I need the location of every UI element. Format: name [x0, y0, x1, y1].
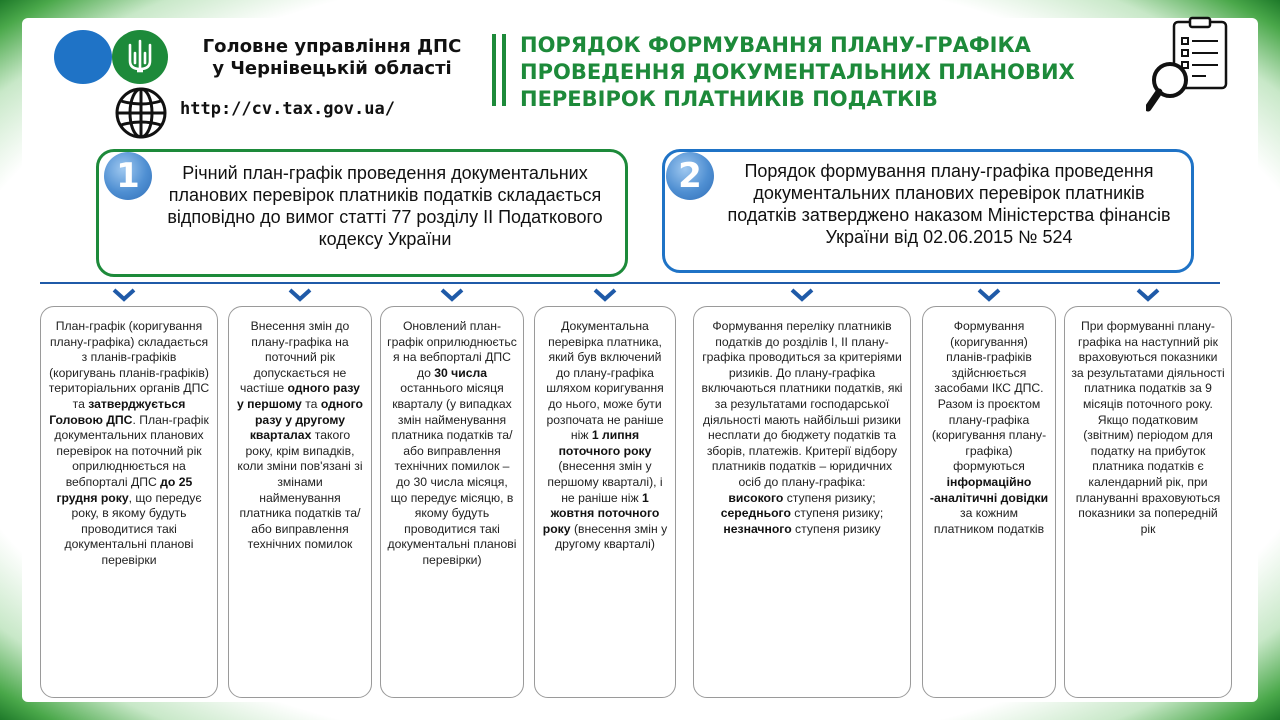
- organization-title: [182, 36, 482, 80]
- chevron-down-icon: [593, 288, 617, 302]
- info-box-1-text: Річний план-графік проведення документальних планових перевірок платників податків складається відповідно до вимог статті 77 розділу II Податкового кодексу України: [167, 163, 603, 249]
- column-5-text: [700, 319, 904, 537]
- column-5-bold: незначного: [723, 521, 792, 536]
- column-5-bold: середнього: [720, 506, 791, 521]
- column-6-text-part: Формування (коригування) планів-графіків здійснюється засобами ІКС ДПС. Разом із проєктом плану-графіка (коригування плану-графіка) формуються: [931, 319, 1047, 474]
- column-4-text-part: Документальна перевірка платника, який був включений до плану-графіка шляхом коригування до нього, може бути розпочата не раніше ніж: [546, 319, 664, 443]
- chevron-down-icon: [440, 288, 464, 302]
- column-2-bold: одного разу у другому кварталах: [249, 396, 363, 443]
- page-title: ПОРЯДОК ФОРМУВАННЯ ПЛАНУ-ГРАФІКА ПРОВЕДЕННЯ ДОКУМЕНТАЛЬНИХ ПЛАНОВИХ ПЕРЕВІРОК ПЛАТНИКІВ ПОДАТКІВ: [520, 33, 1075, 111]
- separator-line: [40, 282, 1220, 284]
- number-badge-1: 1: [104, 152, 152, 200]
- globe-icon: [114, 86, 168, 140]
- clipboard-magnifier-icon: [1146, 16, 1232, 126]
- column-1-bold: затверджується Головою ДПС: [49, 396, 186, 427]
- column-4-bold: 1 липня поточного року: [558, 428, 652, 458]
- column-5-text-part: ступеня ризику;: [783, 490, 876, 505]
- info-box-1: [96, 149, 628, 277]
- chevron-down-icon: [790, 288, 814, 302]
- website-url[interactable]: http://cv.tax.gov.ua/: [180, 99, 395, 119]
- column-5-text-part: ступеня ризику: [791, 521, 881, 536]
- trident-icon: [112, 30, 168, 84]
- info-box-2: [662, 149, 1194, 273]
- info-column-2: [228, 306, 372, 698]
- column-7-text: [1071, 319, 1225, 537]
- column-1-bold: до 25 грудня року: [56, 474, 193, 505]
- column-5-bold: високого: [728, 490, 784, 505]
- column-4-text-part: (внесення змін у першому кварталі), і не раніше ніж: [547, 459, 663, 505]
- logo-blue-circle: [54, 30, 112, 84]
- column-5-text-part: Формування переліку платників податків до розділів I, II плану-графіка проводиться за критеріями ризиків. До плану-графіка включаються платники податків, які за результатами господарської діяльності мають найбільші ризики несплати до бюджету податків та зборів, платежів. Критерії відбору платників податків – юридичних осіб до плану-графіка:: [701, 319, 903, 489]
- column-2-text-part: такого року, крім випадків, коли зміни пов'язані зі змінами найменування платника податків та/або виправлення технічних помилок: [237, 428, 363, 552]
- info-column-3: [380, 306, 524, 698]
- info-column-6: [922, 306, 1056, 698]
- column-4-bold: 1 жовтня поточного року: [542, 490, 660, 536]
- column-3-text-part: Оновлений план-графік оприлюднюєтьс я на вебпорталі ДПС до: [387, 319, 517, 380]
- column-4-text-part: (внесення змін у другому кварталі): [555, 521, 668, 552]
- column-6-text-part: за кожним платником податків: [933, 506, 1045, 536]
- org-line-1: Головне управління ДПС: [202, 36, 462, 57]
- info-column-4: [534, 306, 676, 698]
- chevron-down-icon: [1136, 288, 1160, 302]
- column-3-text: [387, 319, 517, 569]
- column-1-text-part: План-графік (коригування плану-графіка) складається з планів-графіків (коригувань планів-графіків) територіальних органів ДПС та: [48, 319, 210, 411]
- info-column-1: [40, 306, 218, 698]
- number-badge-2: 2: [666, 152, 714, 200]
- column-4-text: [541, 319, 669, 553]
- chevron-down-icon: [112, 288, 136, 302]
- column-5-text-part: ступеня ризику;: [790, 506, 884, 521]
- title-divider: [492, 34, 506, 106]
- column-7-text-part: При формуванні плану-графіка на наступний рік враховуються показники за результатами діяльності платника податків за 9 місяців поточного року. Якщо податковим (звітним) періодом для податку на прибуток платника податків є календарний рік, при плануванні враховуються показники за попередній рік: [1071, 319, 1225, 536]
- info-column-7: [1064, 306, 1232, 698]
- column-1-text-part: . План-графік документальних планових перевірок на поточний рік оприлюднюється на вебпорталі ДПС: [54, 412, 209, 489]
- column-3-bold: 30 числа: [434, 365, 488, 380]
- org-line-2: у Чернівецькій області: [212, 58, 452, 79]
- column-2-text-part: та: [301, 396, 321, 411]
- chevron-down-icon: [288, 288, 312, 302]
- column-2-bold: одного разу у першому: [236, 381, 360, 411]
- column-2-text: [235, 319, 365, 553]
- column-3-text-part: останнього місяця кварталу (у випадках змін найменування платника податків та/або виправлення технічних помилок – до 30 числа місяця, що передує місяцю, в якому будуть проводитися такі документальні планові перевірки): [387, 381, 517, 567]
- column-6-bold: інформаційно -аналітичні довідки: [929, 474, 1049, 505]
- info-column-5: [693, 306, 911, 698]
- column-2-text-part: Внесення змін до плану-графіка на поточний рік допускається не частіше: [240, 319, 350, 396]
- info-box-2-text: Порядок формування плану-графіка проведення документальних планових перевірок платників податків затверджено наказом Міністерства фінансів України від 02.06.2015 № 524: [727, 161, 1171, 247]
- chevron-down-icon: [977, 288, 1001, 302]
- column-1-text-part: , що передує року, в якому будуть проводитися такі документальні планові перевірки: [64, 490, 202, 567]
- column-1-text: [47, 319, 211, 569]
- column-6-text: [929, 319, 1049, 537]
